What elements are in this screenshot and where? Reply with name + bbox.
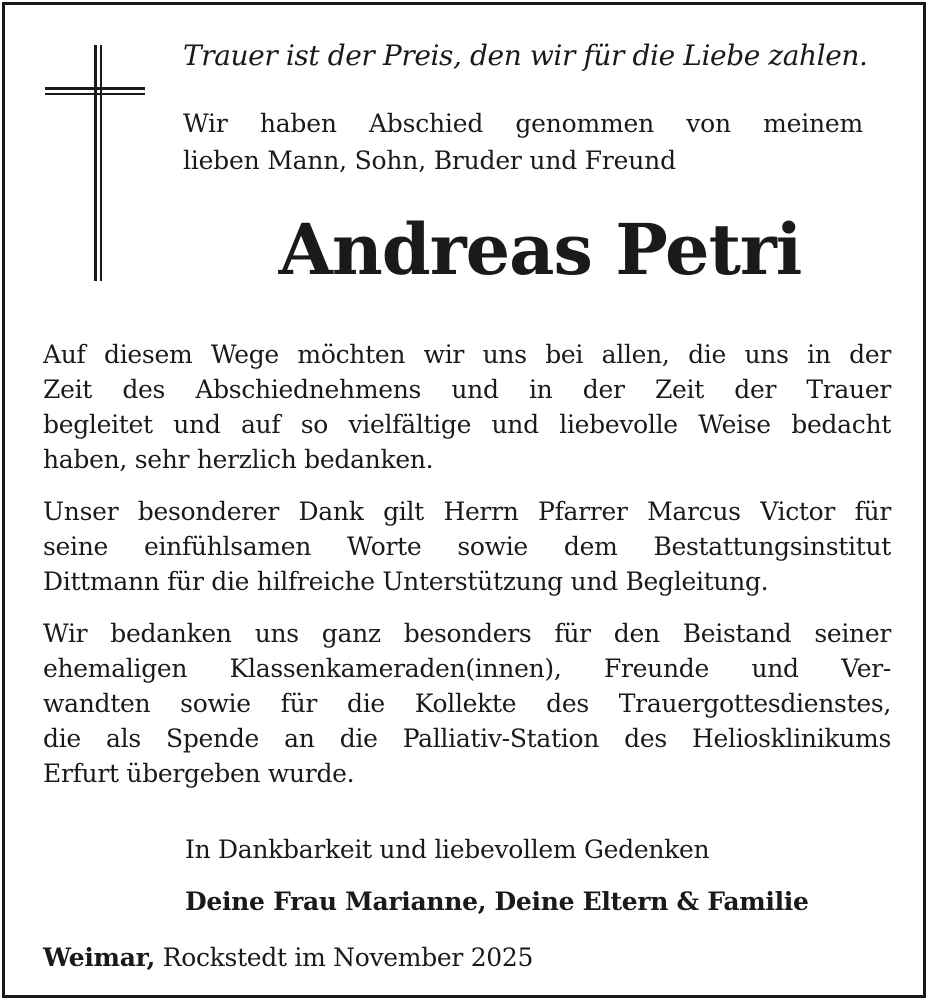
text-line: ehemaligen Klassenkameraden(innen), Freunde und Ver-: [43, 654, 891, 683]
text-line: Zeit des Abschiednehmens und in der Zeit der Trauer: [43, 375, 891, 404]
intro-line: Wir haben Abschied genommen von meinem: [183, 109, 863, 138]
closing-line: In Dankbarkeit und liebevollem Gedenken: [185, 835, 710, 864]
text-line: haben, sehr herzlich bedanken.: [43, 445, 434, 474]
cross-icon: [43, 43, 147, 283]
text-line: Erfurt übergeben wurde.: [43, 759, 355, 788]
place-date: Rockstedt im November 2025: [155, 943, 534, 972]
text-line: Auf diesem Wege möchten wir uns bei allen, die uns in der: [43, 340, 891, 369]
intro-line: lieben Mann, Sohn, Bruder und Freund: [183, 146, 676, 175]
thanks-paragraph-1: [43, 337, 891, 477]
text-line: Unser besonderer Dank gilt Herrn Pfarrer Marcus Victor für: [43, 497, 891, 526]
obituary-notice: [2, 2, 926, 998]
epigraph-quote: Trauer ist der Preis, den wir für die Liebe zahlen.: [183, 39, 868, 72]
intro-text: [183, 105, 863, 179]
deceased-name: Andreas Petri: [278, 208, 802, 291]
thanks-paragraph-2: [43, 494, 891, 599]
place-name: Weimar,: [43, 943, 156, 972]
place-date-line: [43, 943, 743, 972]
text-line: wandten sowie für die Kollekte des Trauergottesdienstes,: [43, 689, 891, 718]
text-line: seine einfühlsamen Worte sowie dem Bestattungsinstitut: [43, 532, 891, 561]
text-line: Wir bedanken uns ganz besonders für den Beistand seiner: [43, 619, 891, 648]
text-line: Dittmann für die hilfreiche Unterstützung und Begleitung.: [43, 567, 769, 596]
signers: Deine Frau Marianne, Deine Eltern & Familie: [185, 887, 809, 916]
closing-block: [185, 831, 885, 921]
text-line: die als Spende an die Palliativ-Station des Heliosklinikums: [43, 724, 891, 753]
thanks-paragraph-3: [43, 616, 891, 791]
text-line: begleitet und auf so vielfältige und liebevolle Weise bedacht: [43, 410, 891, 439]
